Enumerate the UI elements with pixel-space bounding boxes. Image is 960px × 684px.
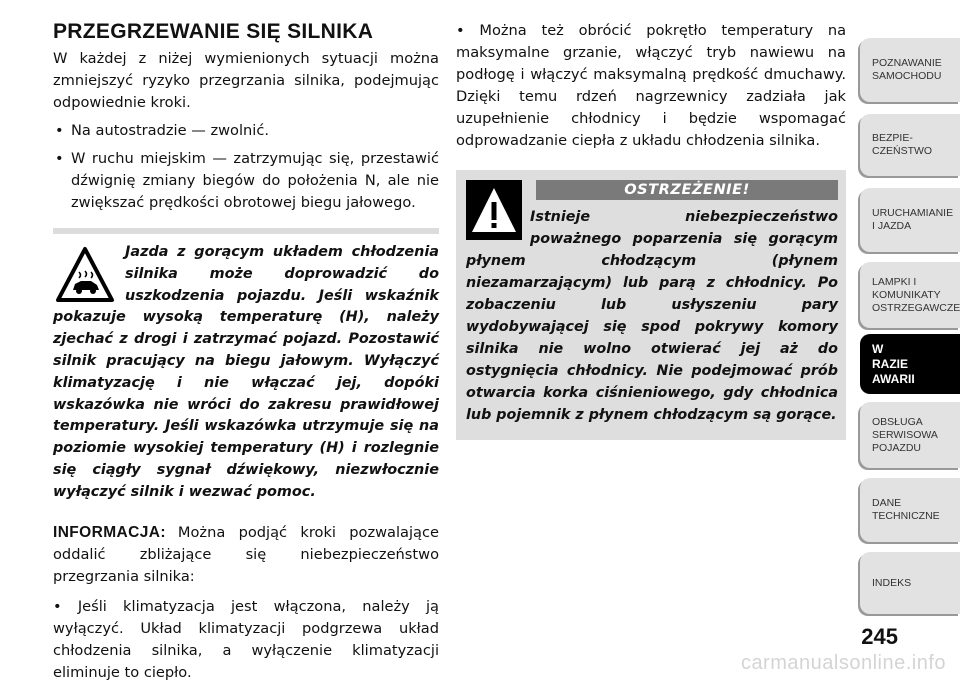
tab-w-razie-awarii[interactable]: W RAZIE AWARII xyxy=(860,334,960,394)
warning-title: OSTRZEŻENIE! xyxy=(536,180,838,200)
info-text: Można podjąć kroki pozwalające oddalić zbliżające się niebezpieczeństwo przegrzania silnika: xyxy=(53,523,439,585)
page-title: PRZEGRZEWANIE SIĘ SILNIKA xyxy=(53,20,374,43)
list-item: • Jeśli klimatyzacja jest włączona, należy ją wyłączyć. Układ klimatyzacji podgrzewa układ chłodzenia silnika, a wyłączenie klimatyzacji eliminuje to ciepło. xyxy=(53,597,440,681)
intro-paragraph: W każdej z niżej wymienionych sytuacji można zmniejszyć ryzyko przegrzania silnika, podejmując odpowiednie kroki. xyxy=(53,50,439,111)
tab-bezpieczenstwo[interactable]: BEZPIE- CZEŃSTWO xyxy=(860,114,960,176)
left-column xyxy=(53,20,439,684)
list-item: • Na autostradzie — zwolnić. xyxy=(55,122,269,139)
tab-poznawanie-samochodu[interactable]: POZNAWANIE SAMOCHODU xyxy=(860,38,960,102)
list-item: • Można też obrócić pokrętło temperatury na maksymalne grzanie, włączyć tryb nawiewu na podłogę i włączyć maksymalną prędkość dmuchawy. Dzięki temu rdzeń nagrzewnicy zadziała jak uzupełnienie chłodnicy i będzie wspomagać odprowadzanie ciepła z układu chłodzenia silnika. xyxy=(456,22,847,149)
tab-uruchamianie-i-jazda[interactable]: URUCHAMIANIE I JAZDA xyxy=(860,188,960,252)
tab-lampki-i-komunikaty[interactable]: LAMPKI I KOMUNIKATY OSTRZEGAWCZE xyxy=(860,262,960,328)
watermark: carmanualsonline.info xyxy=(740,652,946,674)
info-label: INFORMACJA: xyxy=(53,523,166,541)
tab-indeks[interactable]: INDEKS xyxy=(860,552,960,614)
info-paragraph xyxy=(53,522,439,588)
page-number: 245 xyxy=(861,624,898,649)
warning-triangle-icon xyxy=(466,180,522,240)
right-column xyxy=(456,20,846,440)
tab-obsluga-serwisowa[interactable]: OBSŁUGA SERWISOWA POJAZDU xyxy=(860,402,960,468)
warning-box xyxy=(456,170,846,440)
caution-box xyxy=(53,228,439,504)
car-overheating-caution-icon xyxy=(55,246,115,304)
list-item: • W ruchu miejskim — zatrzymując się, przestawić dźwignię zmiany biegów do położenia N, ale nie zwiększać prędkości obrotowej biegu jałowego. xyxy=(55,150,439,211)
caution-text: Jazda z gorącym układem chłodzenia silnika może doprowadzić do uszkodzenia pojazdu. Jeśli wskaźnik pokazuje wysoką temperaturę (H), należy zjechać z drogi i zatrzymać pojazd. Pozostawić silnik pracujący na biegu jałowym. Wyłączyć klimatyzację i nie włączać jej, dopóki wskazówka nie wróci do zakresu prawidłowej temperatury. Jeśli wskazówka utrzymuje się na poziomie wysokiej temperatury (H) i rozlegnie się ciągły sygnał dźwiękowy, niezwłocznie wyłączyć silnik i wezwać pomoc. xyxy=(53,244,439,500)
tab-dane-techniczne[interactable]: DANE TECHNICZNE xyxy=(860,478,960,542)
warning-text: Istnieje niebezpieczeństwo poważnego poparzenia się gorącym płynem chłodzącym (płynem niezamarzającym) lub parą z chłodnicy. Po zobaczeniu lub usłyszeniu pary wydobywającej się spod pokrywy komory silnika nie wolno otwierać jej aż do ostygnięcia chłodnicy. Nie podejmować prób otwarcia korka ciśnieniowego, gdy chłodnica lub pojemnik z płynem chłodzącym są gorące. xyxy=(466,209,838,423)
